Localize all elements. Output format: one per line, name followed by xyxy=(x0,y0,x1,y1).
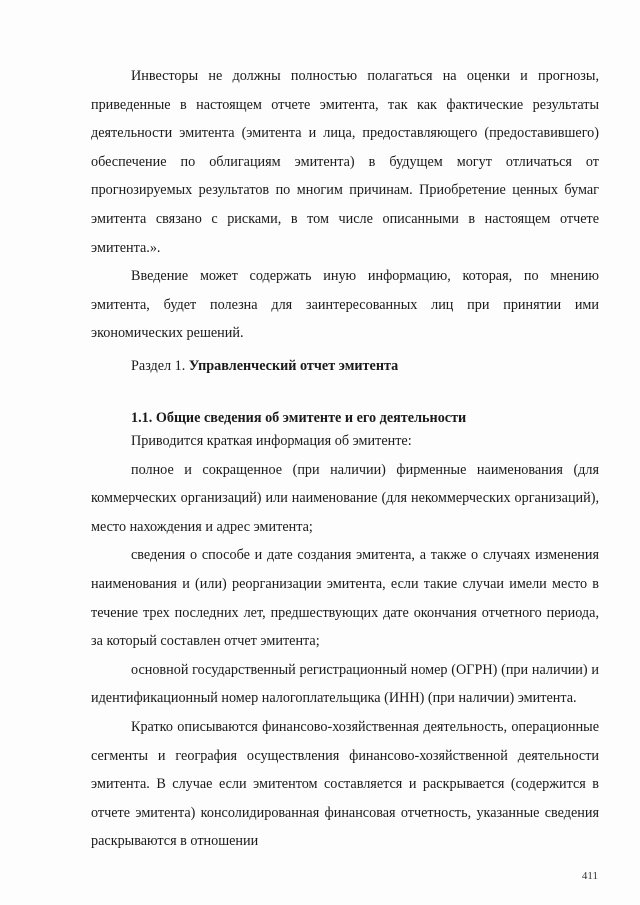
intro-text-block xyxy=(91,62,599,348)
paragraph-activity-description: Кратко описываются финансово-хозяйственная деятельность, операционные сегменты и география осуществления финансово-хозяйственной деятельности эмитента. В случае если эмитентом составляется и раскрывается (содержится в отчете эмитента) консолидированная финансовая отчетность, указанные сведения раскрываются в отношении xyxy=(91,718,599,850)
section-heading xyxy=(131,352,398,380)
main-text-block xyxy=(91,427,599,856)
paragraph-introduction-info: Введение может содержать иную информацию, которая, по мнению эмитента, будет полезна для заинтересованных лиц при принятии ими экономических решений. xyxy=(91,268,599,342)
paragraph-creation-reorganization: сведения о способе и дате создания эмитента, а также о случаях изменения наименования и (или) реорганизации эмитента, если такие случаи имели место в течение трех последних лет, предшествующих дате окончания отчетного периода, за который составлен отчет эмитента; xyxy=(91,547,599,650)
section-prefix: Раздел 1. xyxy=(131,358,189,374)
subsection-heading: 1.1. Общие сведения об эмитенте и его деятельности xyxy=(131,410,467,426)
page-number: 411 xyxy=(581,870,598,882)
section-title: Управленческий отчет эмитента xyxy=(188,358,399,374)
paragraph-ogrn-inn: основной государственный регистрационный номер (ОГРН) (при наличии) и идентификационный номер налогоплательщика (ИНН) (при наличии) эмитента. xyxy=(91,661,599,707)
paragraph-investor-warning: Инвесторы не должны полностью полагаться на оценки и прогнозы, приведенные в настоящем отчете эмитента, так как фактические результаты деятельности эмитента (эмитента и лица, предоставляющего (предоставившего) обеспечение по облигациям эмитента) в будущем могут отличаться от прогнозируемых результатов по многим причинам. Приобретение ценных бумаг эмитента связано с рисками, в том числе описанными в настоящем отчете эмитента.». xyxy=(91,68,599,256)
paragraph-names-address: полное и сокращенное (при наличии) фирменные наименования (для коммерческих организаций) или наименование (для некоммерческих организаций), место нахождения и адрес эмитента; xyxy=(91,461,599,535)
paragraph-brief-info: Приводится краткая информация об эмитенте: xyxy=(131,433,412,449)
